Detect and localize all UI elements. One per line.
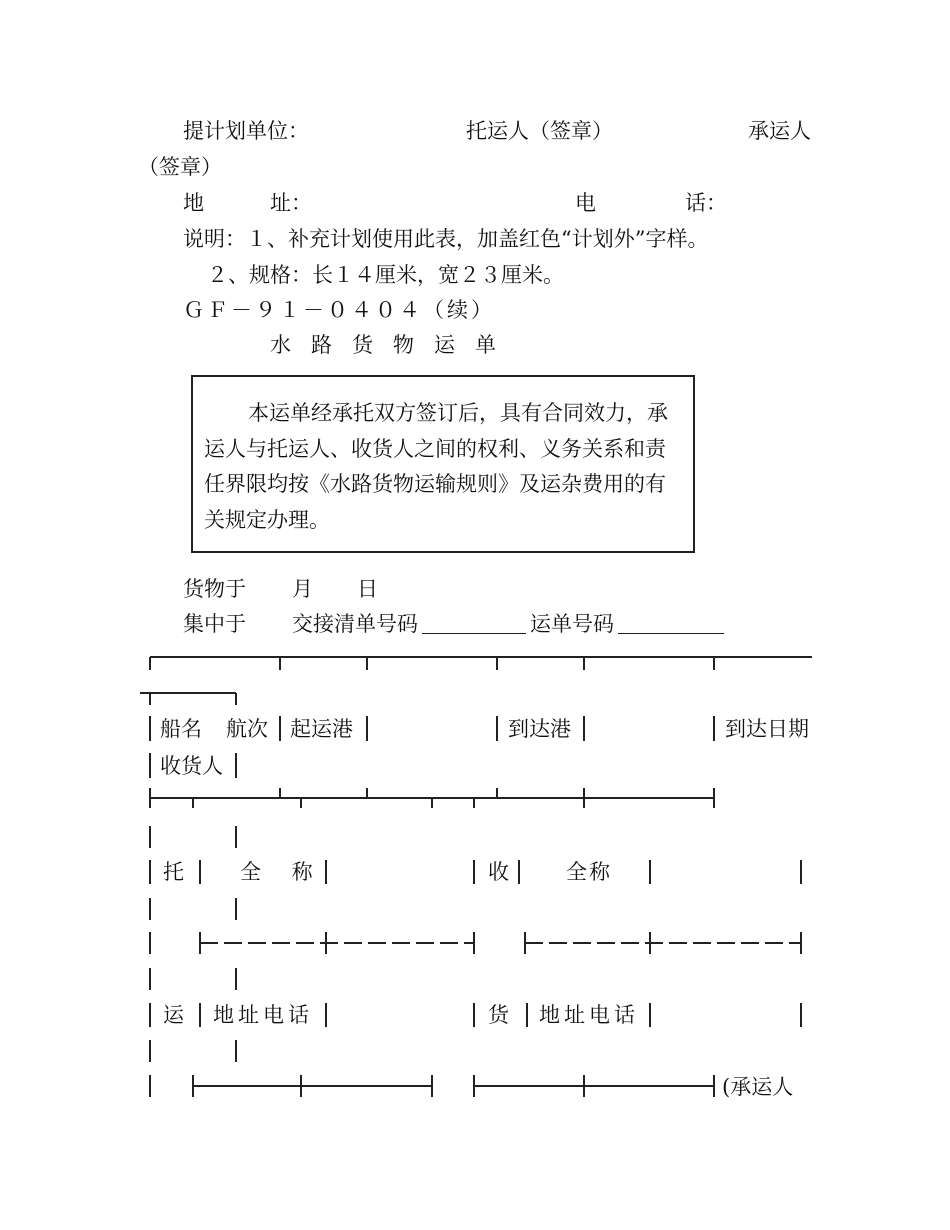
plan-unit-label: 提计划单位： — [183, 119, 309, 143]
address-label-second: 址： — [270, 191, 312, 215]
shipper-full-name-label: 全 称 — [240, 860, 325, 884]
arrival-date-label: 到达日期 — [725, 717, 809, 741]
goods-char-label: 货 — [488, 1003, 509, 1027]
handover-number-label: 交接清单号码 — [292, 612, 418, 636]
shipper-address-phone-label: 地址电话 — [213, 1003, 313, 1027]
ship-name-label: 船名 — [160, 717, 202, 741]
phone-label-second: 话： — [685, 191, 727, 215]
consignee-label: 收货人 — [160, 754, 223, 778]
consignee-full-name-label: 全称 — [566, 860, 612, 884]
carrier-signature-continued: （签章） — [138, 155, 222, 179]
carrier-tail-label: (承运人 — [722, 1075, 794, 1099]
day-label: 日 — [357, 577, 378, 601]
carrier-signature-label: 承运人 — [748, 119, 811, 143]
consignee-char-label: 收 — [488, 860, 509, 884]
form-code: ＧＦ－９１－０４０４（续） — [183, 298, 495, 322]
month-label: 月 — [292, 577, 313, 601]
phone-label-first: 电 — [575, 191, 596, 215]
statement-line-1: 本运单经承托双方签订后，具有合同效力，承 — [248, 401, 668, 425]
note-line-2: ２、规格：长１４厘米，宽２３厘米。 — [207, 263, 564, 287]
address-label-first: 地 — [183, 191, 204, 215]
shipper-signature-label: 托运人（签章） — [466, 119, 613, 143]
goods-date-label: 货物于 — [183, 577, 246, 601]
statement-line-4: 关规定办理。 — [204, 508, 330, 532]
statement-line-2: 运人与托运人、收货人之间的权利、义务关系和责 — [204, 437, 666, 461]
transport-char-label: 运 — [163, 1003, 184, 1027]
waybill-number-label: 运单号码 — [530, 612, 614, 636]
note-line-1: 说明：１、补充计划使用此表，加盖红色“计划外”字样。 — [183, 227, 709, 251]
voyage-label: 航次 — [226, 717, 268, 741]
gather-label: 集中于 — [183, 612, 246, 636]
shipper-char-label: 托 — [163, 860, 184, 884]
document-title: 水路货物运单 — [270, 333, 516, 357]
origin-port-label: 起运港 — [290, 717, 353, 741]
consignee-address-phone-label: 地址电话 — [539, 1003, 639, 1027]
statement-line-3: 任界限均按《水路货物运输规则》及运杂费用的有 — [204, 472, 666, 496]
destination-port-label: 到达港 — [508, 717, 571, 741]
